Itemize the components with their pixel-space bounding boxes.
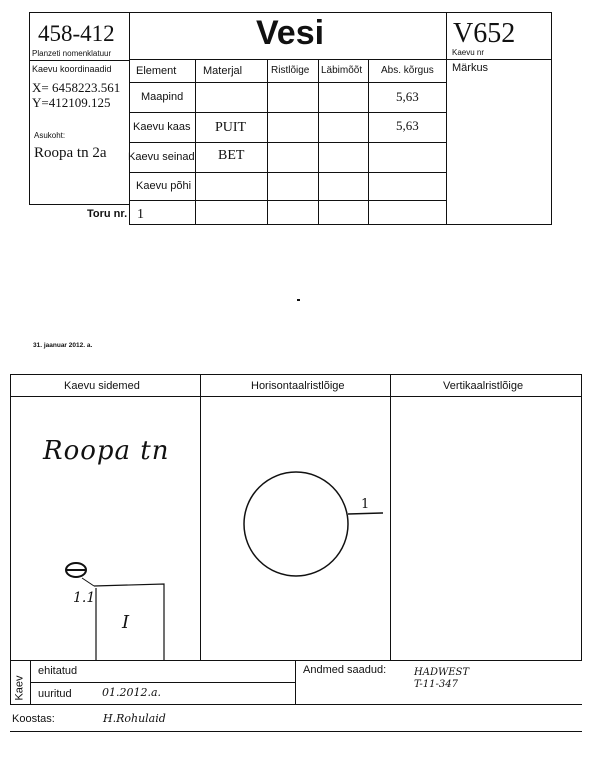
location-value: Roopa tn 2a	[34, 145, 107, 161]
remarks-label: Märkus	[452, 62, 489, 74]
data-source-value-2: T-11-347	[414, 679, 458, 690]
author-value: H.Rohulaid	[103, 712, 166, 725]
coord-y: Y=412109.125	[32, 95, 111, 110]
sheet-number: 458-412	[38, 21, 115, 46]
pipe-line	[348, 513, 383, 514]
location-sketch	[10, 396, 200, 660]
section-vertical-title: Vertikaalristlõige	[443, 380, 524, 392]
row-height: 5,63	[396, 89, 419, 104]
coord-x: X= 6458223.561	[32, 80, 121, 95]
building-label: I	[122, 612, 130, 633]
col-header-material: Materjal	[203, 65, 243, 77]
row-element: Maapind	[141, 91, 184, 103]
row-element: Kaevu põhi	[136, 180, 192, 192]
data-source-label: Andmed saadud:	[303, 664, 387, 676]
data-source-value-1: HADWEST	[414, 667, 470, 678]
well-id-label: Kaevu nr	[452, 48, 485, 57]
surveyed-value: 01.2012.a.	[102, 686, 162, 699]
pipe-label: Toru nr.	[87, 208, 128, 220]
page-title: Vesi	[256, 14, 325, 52]
row-material: BET	[218, 148, 245, 163]
coords-label: Kaevu koordinaadid	[32, 64, 112, 74]
built-label: ehitatud	[38, 665, 78, 677]
pipe-value: 1	[137, 207, 144, 222]
sheet-number-label: Planzeti nomenklatuur	[32, 49, 112, 58]
row-height: 5,63	[396, 118, 419, 133]
col-header-element: Element	[136, 65, 177, 77]
document-date: 31. jaanuar 2012. a.	[33, 342, 93, 349]
location-label: Asukoht:	[34, 131, 66, 140]
section-links-title: Kaevu sidemed	[64, 380, 140, 392]
col-header-cross: Ristlõige	[271, 65, 310, 76]
horizontal-section-drawing	[200, 396, 390, 660]
well-label-handwritten: 1.1	[73, 590, 96, 606]
well-side-label: Kaev	[13, 675, 26, 701]
well-pointer	[82, 578, 94, 586]
section-horizontal-title: Horisontaalristlõige	[251, 380, 345, 392]
row-element: Kaevu kaas	[133, 121, 191, 133]
col-header-height: Abs. kõrgus	[381, 65, 434, 76]
author-label: Koostas:	[12, 713, 55, 725]
surveyed-label: uuritud	[38, 688, 72, 700]
col-header-diameter: Läbimõõt	[321, 65, 363, 76]
scan-dot	[297, 299, 300, 301]
row-material: PUIT	[215, 120, 247, 135]
row-element: Kaevu seinad	[128, 151, 195, 163]
pipe-number-label: 1	[361, 497, 370, 512]
well-circle	[244, 472, 348, 576]
well-id: V652	[453, 18, 516, 49]
street-name-handwritten: Roopa tn	[43, 436, 170, 466]
